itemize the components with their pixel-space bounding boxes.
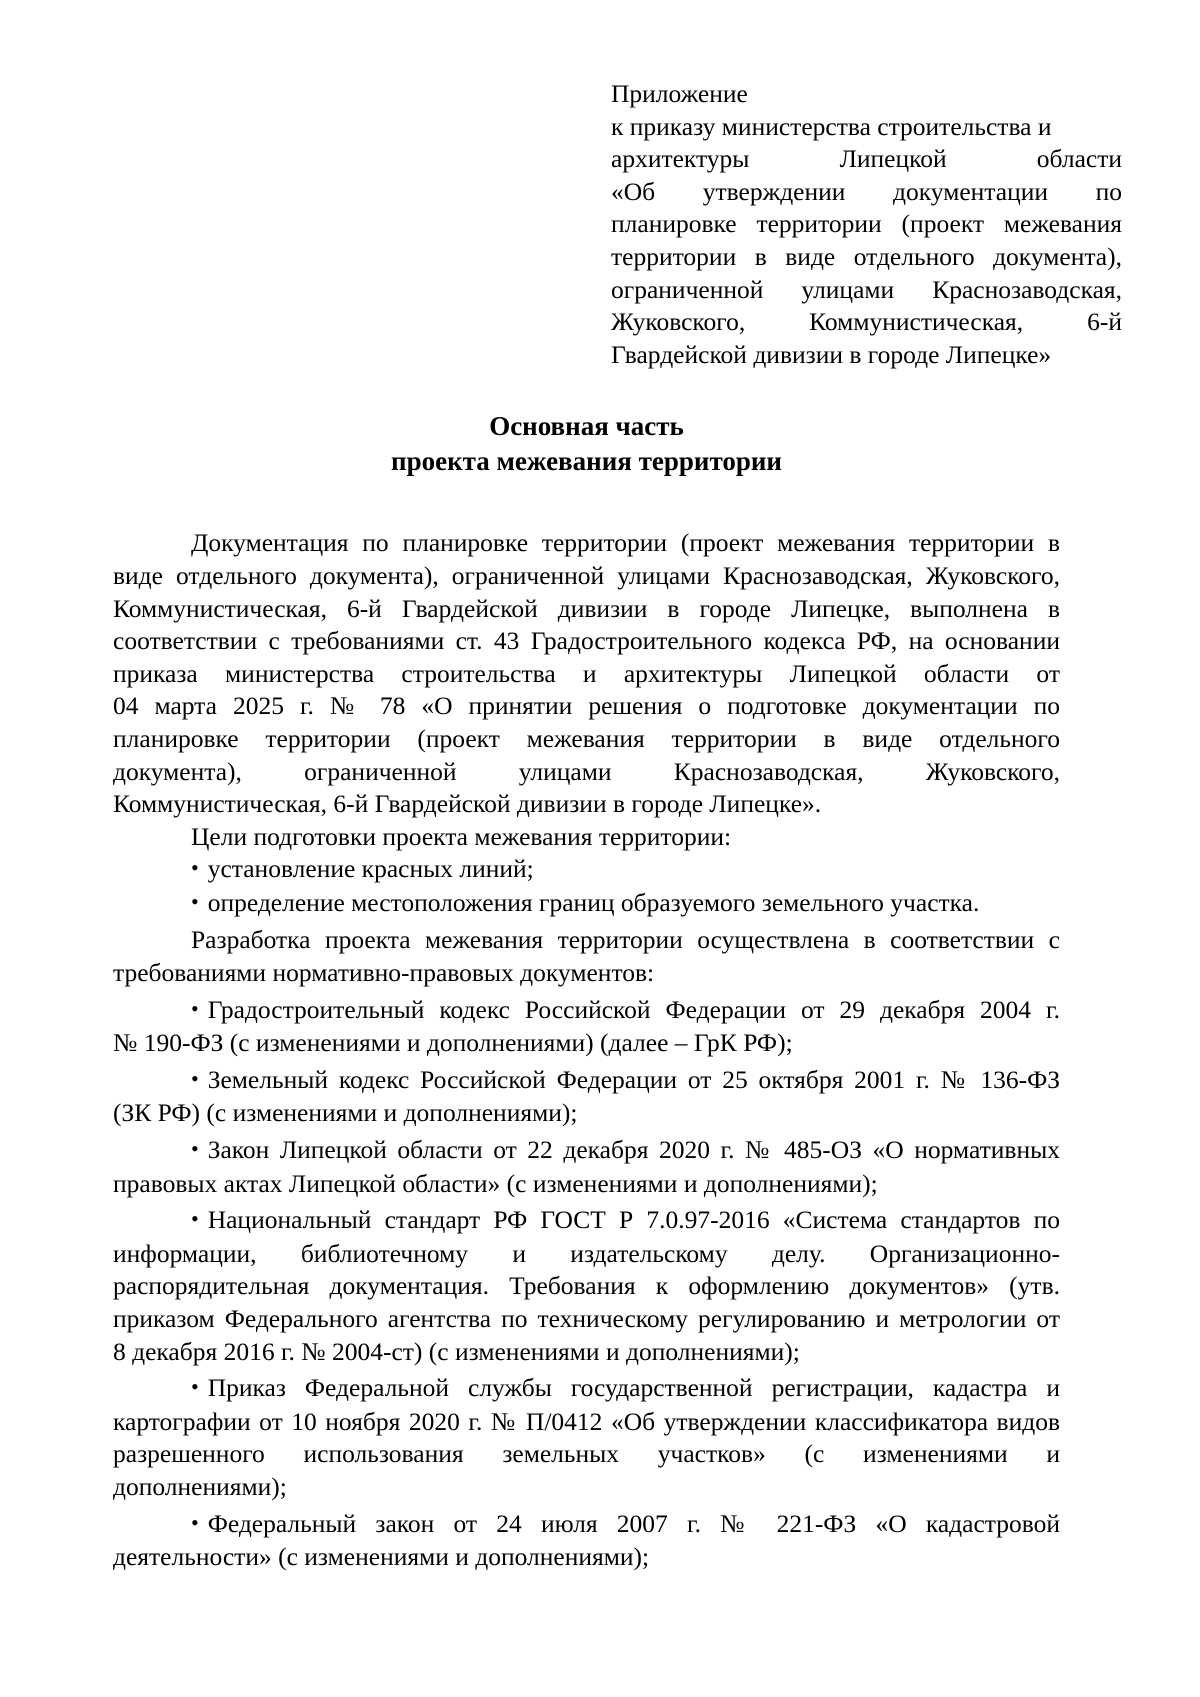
bullet-icon: • [191, 1374, 199, 1400]
intro-line: соответствии с требованиями ст. 43 Градостроительного кодекса РФ, на основании [113, 626, 1060, 656]
goals-heading: Цели подготовки проекта межевания территории: [191, 821, 732, 851]
bullet-icon: • [191, 855, 199, 881]
document-line: разрешенного использования земельных участков» (с изменениями и [113, 1439, 1060, 1469]
document-line: (ЗК РФ) (с изменениями и дополнениями); [113, 1098, 578, 1128]
document-item [113, 1204, 1060, 1368]
intro-line: планировке территории (проект межевания территории в виде отдельного [113, 723, 1060, 753]
appendix-line: архитектуры Липецкой области [611, 144, 1122, 174]
document-line: № 190-ФЗ (с изменениями и дополнениями) (далее – ГрК РФ); [113, 1028, 793, 1058]
appendix-line: планировке территории (проект межевания [611, 209, 1122, 239]
appendix-line: Жуковского, Коммунистическая, 6-й [611, 307, 1122, 337]
dev-line: Разработка проекта межевания территории осуществлена в соответствии с [191, 925, 1060, 955]
document-line: • Приказ Федеральной службы государственной регистрации, кадастра и [191, 1373, 1060, 1403]
intro-paragraph [113, 527, 1060, 820]
goal-text: определение местоположения границ образуемого земельного участка. [207, 887, 980, 917]
document-line: деятельности» (с изменениями и дополнениями); [113, 1542, 650, 1572]
development-paragraph [113, 924, 1060, 989]
bullet-icon: • [191, 1206, 199, 1232]
appendix-line: Гвардейской дивизии в городе Липецке» [611, 339, 1052, 369]
document-title [113, 409, 1060, 478]
bullet-icon: • [191, 995, 199, 1021]
document-line: • Национальный стандарт РФ ГОСТ Р 7.0.97-2016 «Система стандартов по [191, 1205, 1060, 1235]
bullet-icon: • [191, 1136, 199, 1162]
document-item [113, 1372, 1060, 1503]
document-line: распорядительная документация. Требования к оформлению документов» (утв. [113, 1271, 1060, 1301]
appendix-header [611, 78, 1122, 371]
document-line: • Закон Липецкой области от 22 декабря 2020 г. № 485-ОЗ «О нормативных [191, 1135, 1060, 1165]
goal-item [113, 887, 1060, 921]
appendix-line: «Об утверждении документации по [611, 176, 1122, 206]
intro-line: документа), ограниченной улицами Краснозаводская, Жуковского, [113, 756, 1060, 786]
intro-line: Документация по планировке территории (проект межевания территории в [191, 528, 1060, 558]
document-line: • Федеральный закон от 24 июля 2007 г. № 221-ФЗ «О кадастровой [191, 1508, 1060, 1538]
document-item [113, 1508, 1060, 1574]
title-line: Основная часть [489, 411, 684, 442]
document-line: правовых актах Липецкой области» (с изменениями и дополнениями); [113, 1168, 878, 1198]
intro-line: приказа министерства строительства и архитектуры Липецкой области от [113, 658, 1060, 688]
document-body [113, 527, 1060, 1573]
document-item [113, 1064, 1060, 1130]
document-line: 8 декабря 2016 г. № 2004-ст) (с изменениями и дополнениями); [113, 1336, 800, 1366]
appendix-line: ограниченной улицами Краснозаводская, [611, 274, 1122, 304]
goal-item [113, 853, 1060, 887]
dev-line: требованиями нормативно-правовых документов: [113, 958, 655, 988]
bullet-icon: • [191, 1509, 199, 1535]
intro-line: Коммунистическая, 6-й Гвардейской дивизии в городе Липецке». [113, 789, 822, 819]
appendix-line: Приложение [611, 79, 748, 108]
intro-line: виде отдельного документа), ограниченной улицами Краснозаводская, Жуковского, [113, 560, 1060, 590]
document-line: информации, библиотечному и издательскому делу. Организационно- [113, 1238, 1060, 1268]
intro-line: Коммунистическая, 6-й Гвардейской дивизии в городе Липецке, выполнена в [113, 593, 1060, 623]
document-item [113, 1134, 1060, 1200]
appendix-line: территории в виде отдельного документа), [611, 241, 1122, 271]
bullet-icon: • [191, 1065, 199, 1091]
document-line: • Градостроительный кодекс Российской Федерации от 29 декабря 2004 г. [191, 994, 1060, 1024]
document-line: • Земельный кодекс Российской Федерации от 25 октября 2001 г. № 136-ФЗ [191, 1064, 1060, 1094]
bullet-icon: • [191, 888, 199, 914]
document-item [113, 994, 1060, 1060]
document-line: картографии от 10 ноября 2020 г. № П/0412 «Об утверждении классификатора видов [113, 1406, 1060, 1436]
intro-line: 04 марта 2025 г. № 78 «О принятии решения о подготовке документации по [113, 691, 1060, 721]
document-line: приказом Федерального агентства по техническому регулированию и метрологии от [113, 1304, 1060, 1333]
goal-text: установление красных линий; [207, 854, 534, 884]
appendix-line: к приказу министерства строительства и [611, 111, 1052, 141]
title-line: проекта межевания территории [391, 445, 782, 476]
document-line: дополнениями); [113, 1471, 287, 1501]
